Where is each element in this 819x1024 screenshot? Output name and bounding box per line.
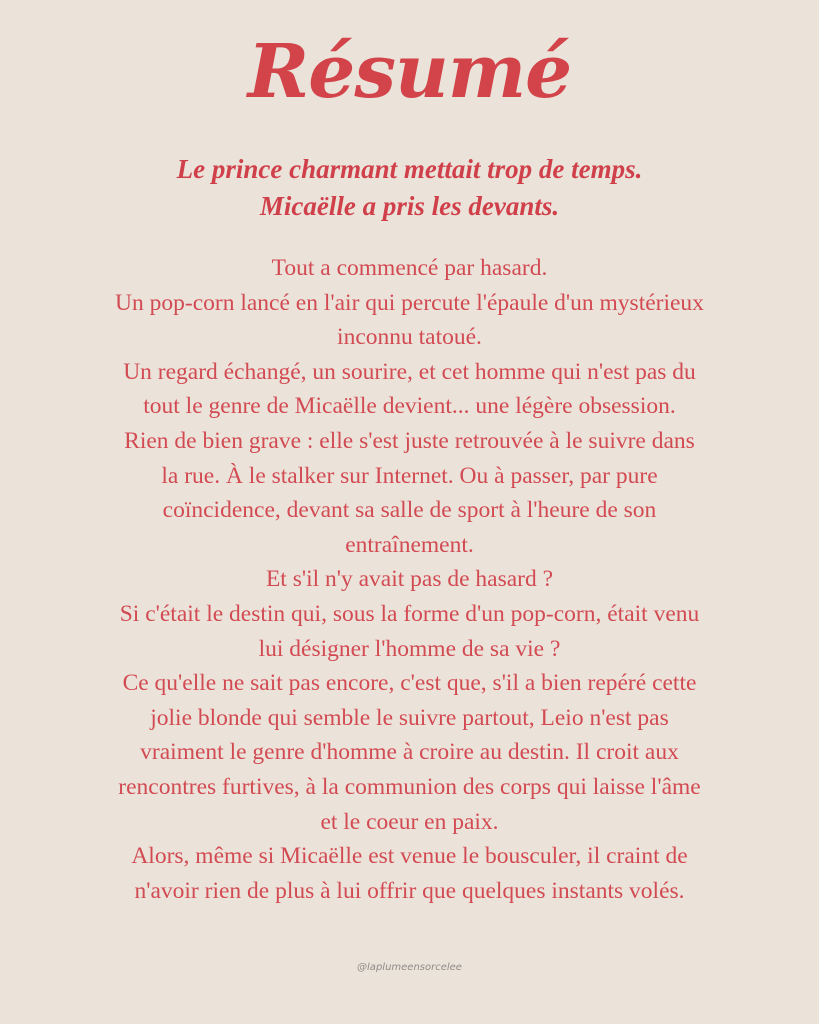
summary-line: tout le genre de Micaëlle devient... une légère obsession. bbox=[143, 393, 676, 420]
summary-line: Rien de bien grave : elle s'est juste retrouvée à le suivre dans bbox=[124, 427, 695, 454]
summary-line: rencontres furtives, à la communion des corps qui laisse l'âme bbox=[118, 773, 701, 800]
summary-line: Tout a commencé par hasard. bbox=[271, 255, 548, 281]
summary-line: n'avoir rien de plus à lui offrir que quelques instants volés. bbox=[134, 877, 685, 904]
page-title: Résumé bbox=[247, 29, 572, 115]
summary-line: Un regard échangé, un sourire, et cet homme qui n'est pas du bbox=[123, 358, 696, 385]
summary-line: Et s'il n'y avait pas de hasard ? bbox=[265, 566, 554, 593]
summary-text bbox=[40, 251, 779, 908]
summary-line: Ce qu'elle ne sait pas encore, c'est que, s'il a bien repéré cette bbox=[122, 670, 697, 697]
summary-line: Si c'était le destin qui, sous la forme d'un pop-corn, était venu bbox=[119, 600, 700, 627]
summary-line: et le coeur en paix. bbox=[320, 808, 499, 835]
summary-line: la rue. À le stalker sur Internet. Ou à passer, par pure bbox=[161, 462, 658, 489]
summary-line: lui désigner l'homme de sa vie ? bbox=[258, 635, 561, 662]
summary-line: entraînement. bbox=[345, 531, 474, 558]
tagline bbox=[0, 151, 819, 225]
summary-line: vraiment le genre d'homme à croire au destin. Il croit aux bbox=[140, 739, 679, 766]
author-handle: @laplumeensorcelee bbox=[357, 962, 462, 973]
tagline-line: Micaëlle a pris les devants. bbox=[259, 191, 560, 221]
summary-line: inconnu tatoué. bbox=[337, 324, 482, 351]
summary-line: Alors, même si Micaëlle est venue le bousculer, il craint de bbox=[131, 843, 688, 870]
summary-line: Un pop-corn lancé en l'air qui percute l'épaule d'un mystérieux bbox=[115, 289, 704, 316]
summary-line: coïncidence, devant sa salle de sport à l'heure de son bbox=[162, 497, 657, 524]
tagline-line: Le prince charmant mettait trop de temps. bbox=[176, 154, 643, 184]
summary-line: jolie blonde qui semble le suivre partout, Leio n'est pas bbox=[150, 704, 669, 731]
